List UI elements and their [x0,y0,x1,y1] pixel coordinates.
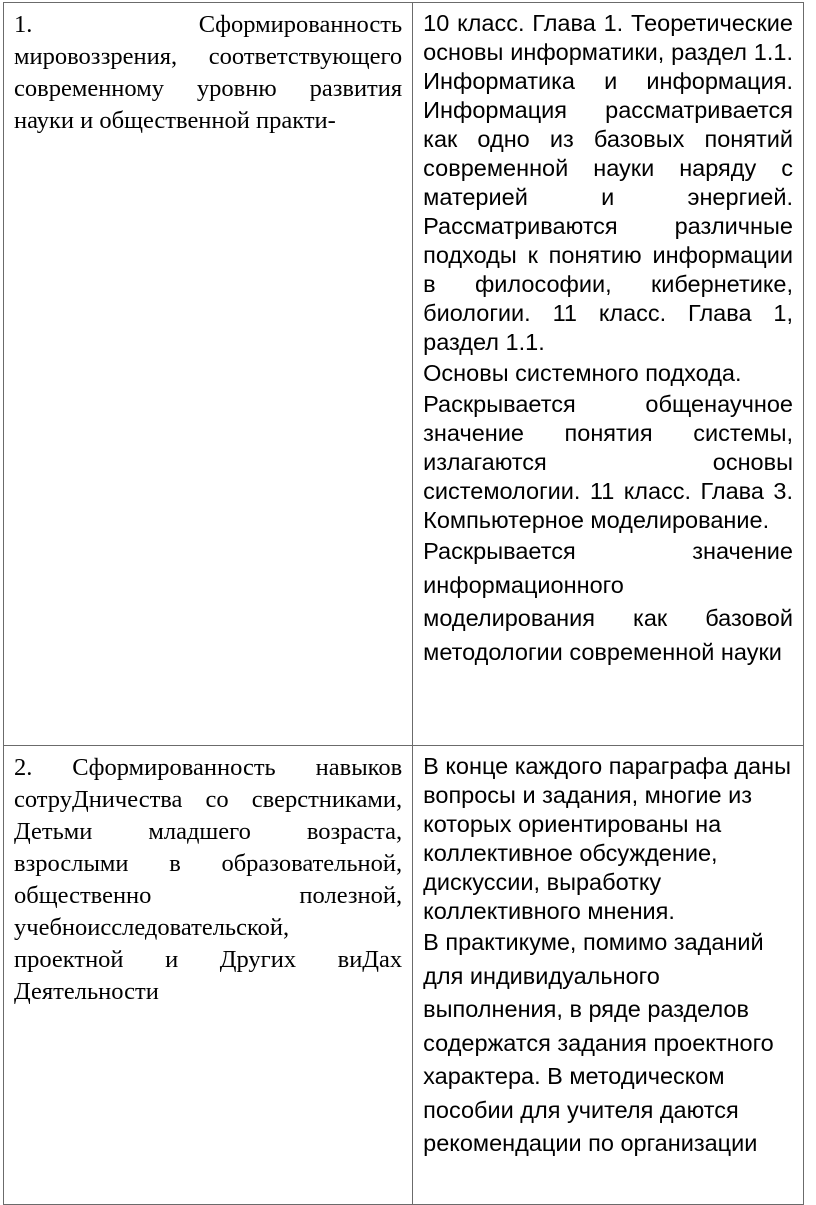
table-row [4,746,804,1205]
table-cell-requirement [4,746,413,1205]
requirement-text: 1. Сформированность мировоззрения, соответствующего современному уровню развития науки и общественной практи- [14,11,403,134]
table-cell-implementation [413,746,804,1205]
implementation-paragraph: В практикуме, помимо заданий для индивидуального выполнения, в ряде разделов содержатся задания проектного характера. В методическом пособии для учителя даются рекомендации по организации [423,929,774,1156]
implementation-paragraph: Основы системного подхода. [423,360,742,386]
table-row [4,3,804,746]
table-cell-requirement [4,3,413,746]
requirement-text: 2. Сформированность навыков сотруДничества со сверстниками, Детьми младшего возраста, взрослыми в образовательной, общественно полезной, учебноисследовательской, проектной и Других виДах Деятельности [14,754,403,1005]
implementation-paragraph: Раскрывается общенаучное значение понятия системы, излагаются основы системологии. 11 класс. Глава 3. Компьютерное моделирование. [423,391,793,533]
implementation-paragraph: Раскрывается значение информационного моделирования как базовой методологии современной науки [423,538,793,665]
content-table [3,2,804,1205]
implementation-paragraph: В конце каждого параграфа даны вопросы и задания, многие из которых ориентированы на коллективное обсуждение, дискуссии, выработку коллективного мнения. [423,753,791,924]
table-cell-implementation [413,3,804,746]
implementation-paragraph: 10 класс. Глава 1. Теоретические основы информатики, раздел 1.1. Информатика и информация. Информация рассматривается как одно из базовых понятий современной науки наряду с материей и энергией. Рассматриваются различные подходы к понятию информации в философии, кибернетике, биологии. 11 класс. Глава 1, раздел 1.1. [423,10,793,355]
